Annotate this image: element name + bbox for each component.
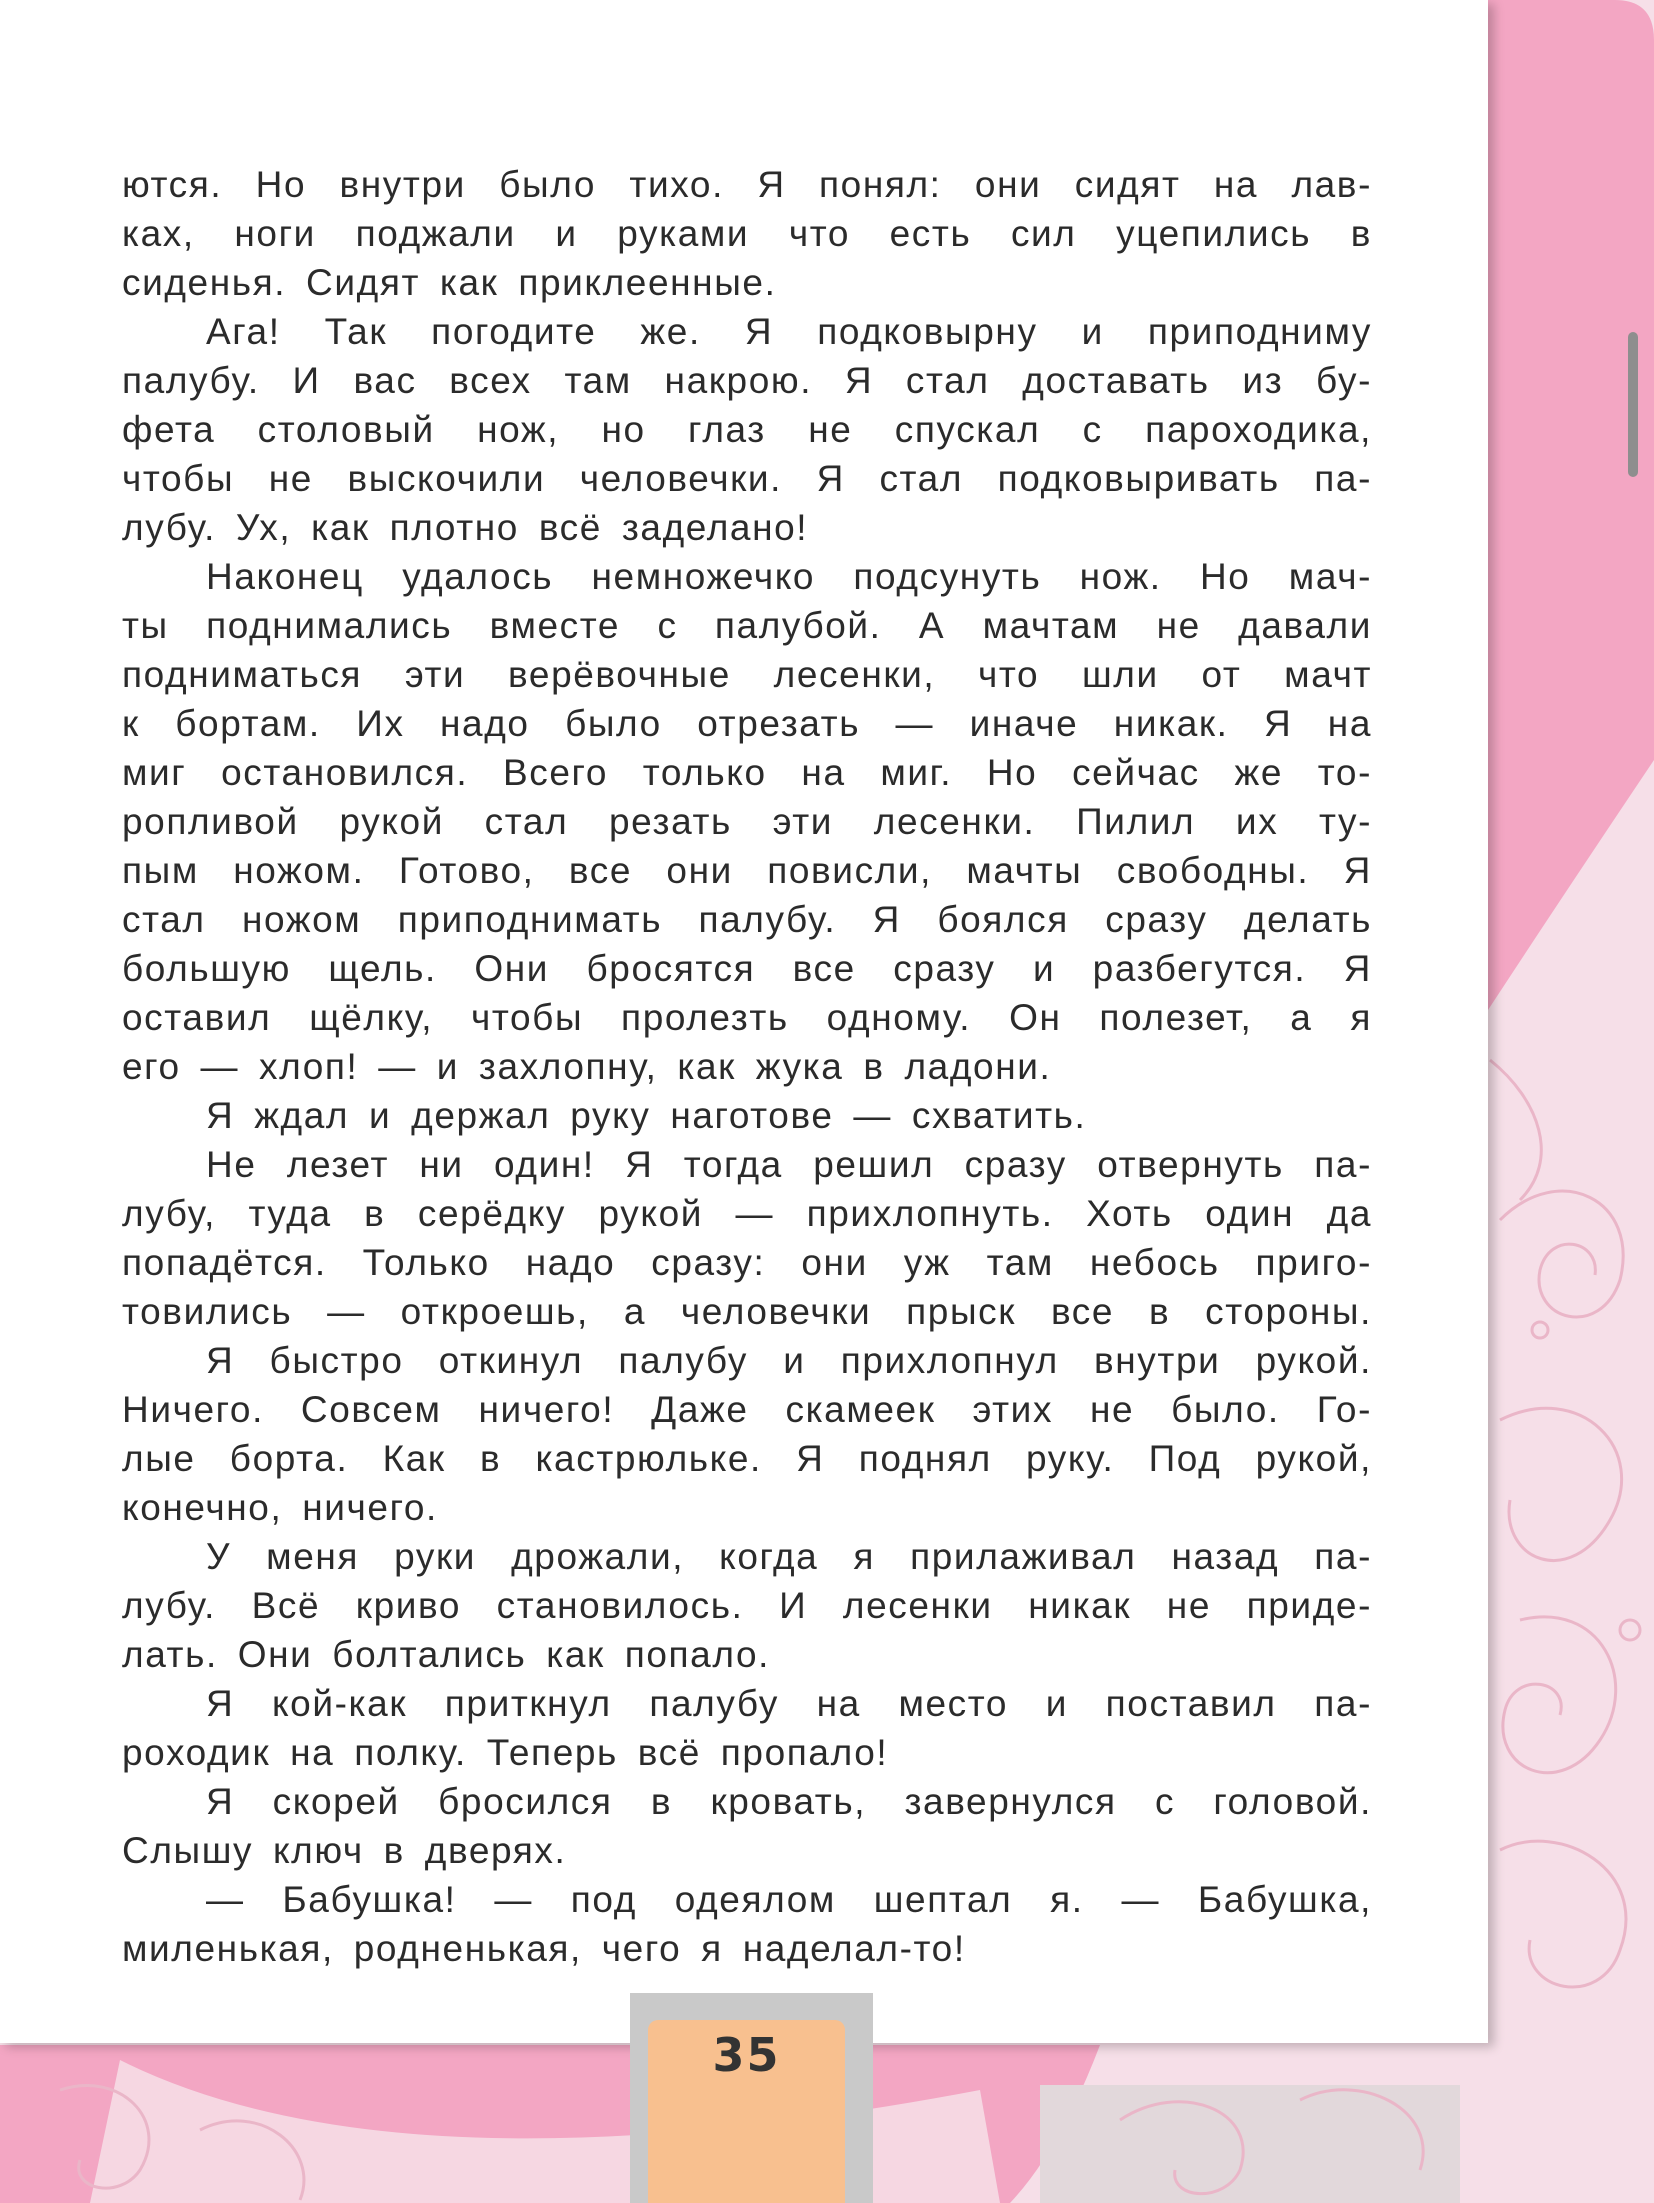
text-line: лать. Они болтались как попало. — [122, 1634, 770, 1675]
text-line: Я быстро откинул палубу и прихлопнул внутри рукой. — [206, 1340, 1372, 1381]
text-line: Слышу ключ в дверях. — [122, 1830, 567, 1871]
text-line: Я ждал и держал руку наготове — схватить. — [206, 1095, 1087, 1136]
text-line: Не лезет ни один! Я тогда решил сразу отвернуть па- — [206, 1144, 1372, 1185]
text-line: лубу. Ух, как плотно всё заделано! — [122, 507, 809, 548]
text-line: Ничего. Совсем ничего! Даже скамеек этих не было. Го- — [122, 1389, 1372, 1430]
text-line: попадётся. Только надо сразу: они уж там небось приго- — [122, 1242, 1372, 1283]
text-line: Ага! Так погодите же. Я подковырну и приподниму — [206, 311, 1372, 352]
text-line: ропливой рукой стал резать эти лесенки. Пилил их ту- — [122, 801, 1372, 842]
text-line: лубу. Всё криво становилось. И лесенки никак не приде- — [122, 1585, 1372, 1626]
text-line: фета столовый нож, но глаз не спускал с пароходика, — [122, 409, 1372, 450]
text-line: лые борта. Как в кастрюльке. Я поднял руку. Под рукой, — [122, 1438, 1372, 1479]
text-line: товились — откроешь, а человечки прыск все в стороны. — [122, 1291, 1372, 1332]
text-line: — Бабушка! — под одеялом шептал я. — Бабушка, — [206, 1879, 1372, 1920]
text-line: ты поднимались вместе с палубой. А мачтам не давали — [122, 605, 1372, 646]
text-line: к бортам. Их надо было отрезать — иначе никак. Я на — [122, 703, 1372, 744]
text-line: Я кой-как приткнул палубу на место и поставил па- — [206, 1683, 1372, 1724]
text-line: сиденья. Сидят как приклеенные. — [122, 262, 777, 303]
text-line: палубу. И вас всех там накрою. Я стал доставать из бу- — [122, 360, 1372, 401]
vertical-scrollbar[interactable] — [1628, 332, 1638, 477]
text-line: ках, ноги поджали и руками что есть сил уцепились в — [122, 213, 1372, 254]
page-text — [122, 160, 1372, 1973]
text-line: миленькая, родненькая, чего я наделал-то! — [122, 1928, 966, 1969]
text-line: У меня руки дрожали, когда я прилаживал назад па- — [206, 1536, 1372, 1577]
text-line: его — хлоп! — и захлопну, как жука в ладони. — [122, 1046, 1052, 1087]
text-line: Наконец удалось немножечко подсунуть нож. Но мач- — [206, 556, 1372, 597]
text-line: оставил щёлку, чтобы пролезть одному. Он полезет, а я — [122, 997, 1372, 1038]
text-line: лубу, туда в серёдку рукой — прихлопнуть. Хоть один да — [122, 1193, 1372, 1234]
text-line: пым ножом. Готово, все они повисли, мачты свободны. Я — [122, 850, 1372, 891]
page-number: 35 — [712, 2028, 781, 2082]
text-line: подниматься эти верёвочные лесенки, что шли от мачт — [122, 654, 1372, 695]
text-line: Я скорей бросился в кровать, завернулся с головой. — [206, 1781, 1372, 1822]
text-line: большую щель. Они бросятся все сразу и разбегутся. Я — [122, 948, 1372, 989]
text-line: ются. Но внутри было тихо. Я понял: они сидят на лав- — [122, 164, 1372, 205]
text-line: роходик на полку. Теперь всё пропало! — [122, 1732, 889, 1773]
text-line: стал ножом приподнимать палубу. Я боялся сразу делать — [122, 899, 1372, 940]
text-line: чтобы не выскочили человечки. Я стал подковыривать па- — [122, 458, 1372, 499]
text-line: конечно, ничего. — [122, 1487, 438, 1528]
text-line: миг остановился. Всего только на миг. Но сейчас же то- — [122, 752, 1372, 793]
